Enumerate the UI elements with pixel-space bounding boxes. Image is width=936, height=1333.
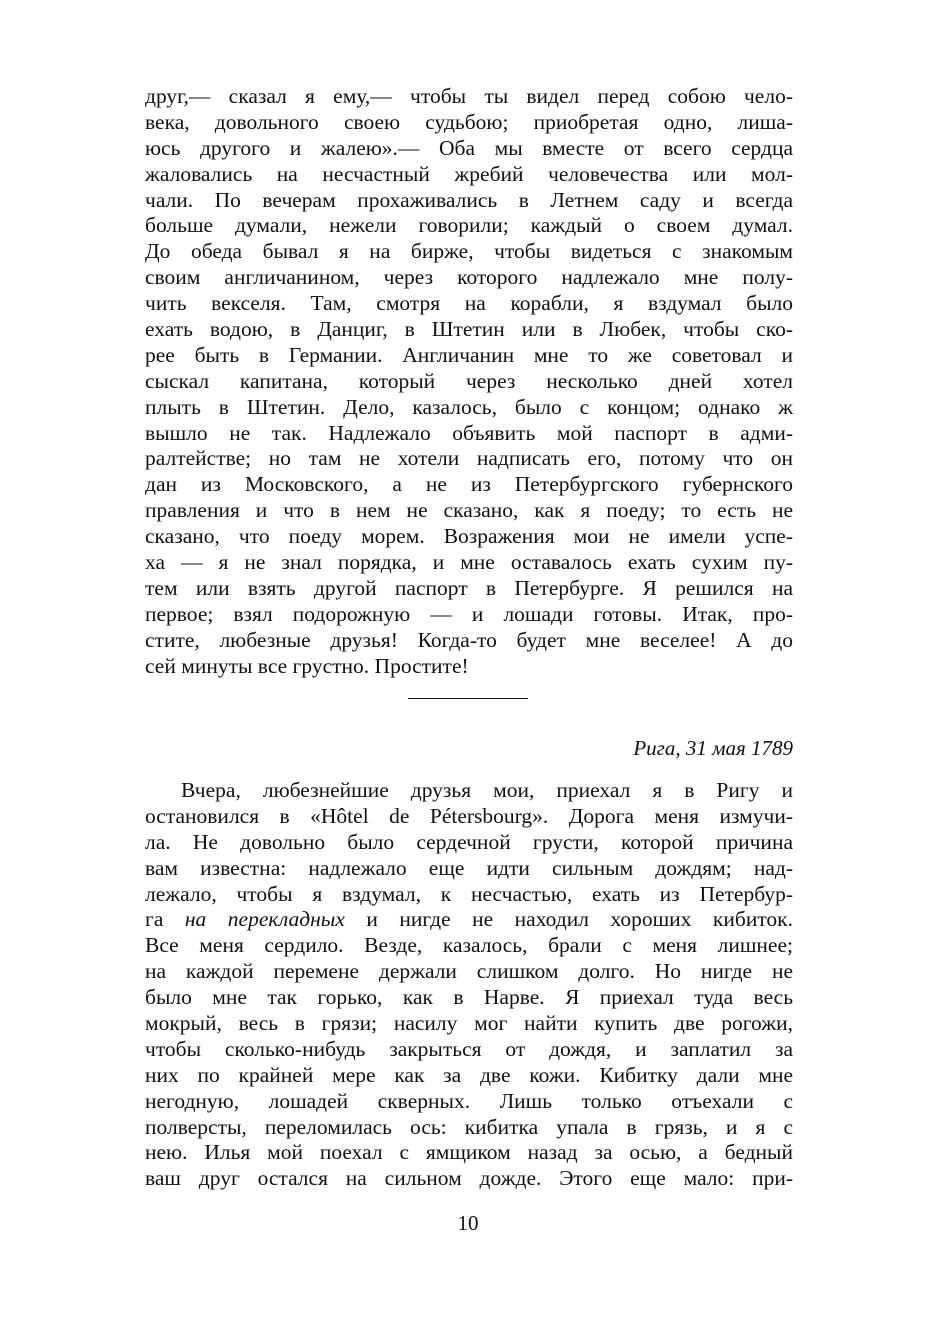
text-line: плыть в Штетин. Дело, казалось, было с концом; однако ж bbox=[145, 394, 793, 419]
text-line: ла. Не довольно было сердечной грусти, которой причина bbox=[145, 829, 793, 854]
text-line: больше думали, нежели говорили; каждый о своем думал. bbox=[145, 213, 793, 238]
text-line: остановился в «Hôtel de Pétersbourg». Дорога меня измучи- bbox=[145, 803, 793, 828]
letter-continued-paragraph bbox=[145, 84, 793, 679]
text-line: чтобы сколько-нибудь закрыться от дождя, и заплатил за bbox=[145, 1036, 793, 1061]
text-line: тем или взять другой паспорт в Петербурге. Я решился на bbox=[145, 575, 793, 600]
text-line: негодную, лошадей скверных. Лишь только отъехали с bbox=[145, 1088, 793, 1113]
text-line: правления и что в нем не сказано, как я поеду; то есть не bbox=[145, 498, 793, 523]
text-line: мокрый, весь в грязи; насилу мог найти купить две рогожи, bbox=[145, 1011, 793, 1036]
text-line: Все меня сердило. Везде, казалось, брали с меня лишнее; bbox=[145, 933, 793, 958]
text-line: юсь другого и жалею».— Оба мы вместе от всего сердца bbox=[145, 135, 793, 160]
text-line: сыскал капитана, который через несколько дней хотел bbox=[145, 368, 793, 393]
text-line: Вчера, любезнейшие друзья мои, приехал я в Ригу и bbox=[181, 778, 793, 802]
text-line: вам известна: надлежало еще идти сильным дождям; над- bbox=[145, 855, 793, 880]
text-line: сей минуты все грустно. Простите! bbox=[145, 653, 469, 678]
text-line: До обеда бывал я на бирже, чтобы видеться с знакомым bbox=[145, 239, 793, 264]
text-line: лежало, чтобы я вздумал, к несчастью, ехать из Петербур- bbox=[145, 881, 793, 906]
text-fragment: и нигде не находил хороших кибиток. bbox=[366, 907, 794, 932]
text-line: вышло не так. Надлежало объявить мой паспорт в адми- bbox=[145, 420, 793, 445]
text-line: них по крайней мере как за две кожи. Кибитку дали мне bbox=[145, 1062, 793, 1087]
text-line: чали. По вечерам прохаживались в Летнем саду и всегда bbox=[145, 187, 793, 212]
text-line: нею. Илья мой поехал с ямщиком назад за осью, а бедный bbox=[145, 1140, 793, 1165]
section-divider bbox=[408, 698, 528, 699]
text-line: ралтействе; но там не хотели надписать его, потому что он bbox=[145, 446, 793, 471]
text-line: сказано, что поеду морем. Возражения мои не имели успе- bbox=[145, 524, 793, 549]
text-line: полверсты, переломилась ось: кибитка упала в грязь, и я с bbox=[145, 1114, 793, 1139]
text-line: ваш друг остался на сильном дожде. Этого еще мало: при- bbox=[145, 1166, 793, 1191]
text-line: жаловались на несчастный жребий человечества или мол- bbox=[145, 161, 793, 186]
text-line: своим англичанином, через которого надлежало мне полу- bbox=[145, 265, 793, 290]
text-line-mixed bbox=[145, 907, 793, 933]
text-line: дан из Московского, а не из Петербургского губернского bbox=[145, 472, 793, 497]
text-line: было мне так горько, как в Нарве. Я приехал туда весь bbox=[145, 985, 793, 1010]
text-line: рее быть в Германии. Англичанин мне то же советовал и bbox=[145, 342, 793, 367]
text-fragment: га bbox=[145, 907, 164, 932]
text-line: ха — я не знал порядка, и мне оставалось ехать сухим пу- bbox=[145, 550, 793, 575]
page-number: 10 bbox=[457, 1211, 479, 1235]
text-line: ехать водою, в Данциг, в Штетин или в Любек, чтобы ско- bbox=[145, 317, 793, 342]
text-line: века, довольного своею судьбою; приобретая одно, лиша- bbox=[145, 109, 793, 134]
text-line: на каждой перемене держали слишком долго. Но нигде не bbox=[145, 959, 793, 984]
text-line: чить векселя. Там, смотря на корабли, я вздумал было bbox=[145, 291, 793, 316]
text-line: первое; взял подорожную — и лошади готовы. Итак, про- bbox=[145, 601, 793, 626]
italic-phrase: на перекладных bbox=[184, 907, 345, 932]
text-line: стите, любезные друзья! Когда-то будет мне веселее! А до bbox=[145, 627, 793, 652]
text-line: друг,— сказал я ему,— чтобы ты видел перед собою чело- bbox=[145, 84, 793, 108]
letter-dateline: Рига, 31 мая 1789 bbox=[633, 736, 793, 760]
letter-riga-paragraph bbox=[145, 778, 793, 1192]
